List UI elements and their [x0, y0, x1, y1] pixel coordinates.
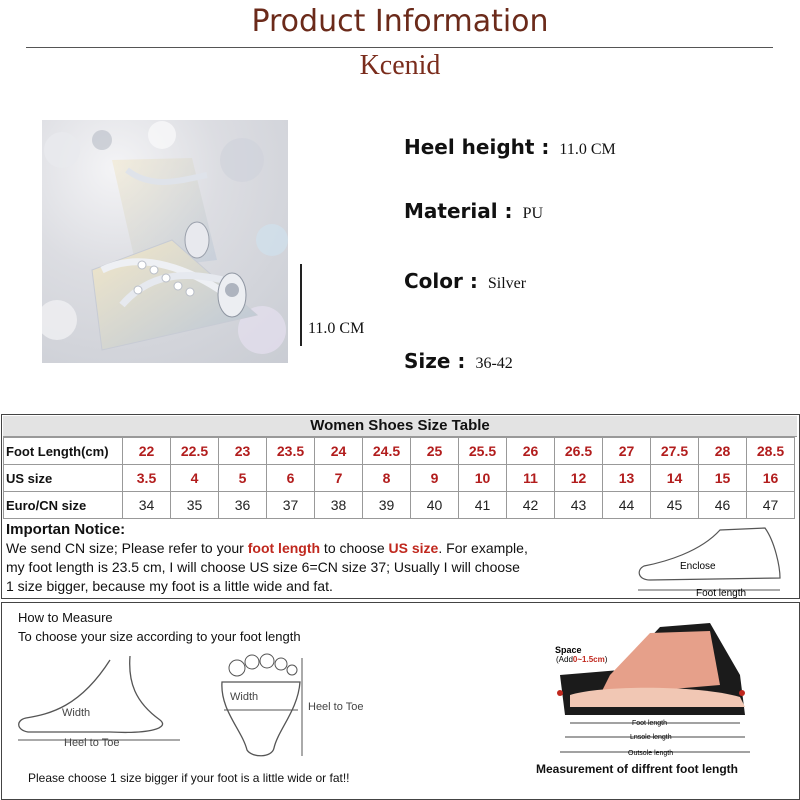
heel-height-indicator: [300, 264, 302, 346]
spec-value: 36-42: [475, 355, 513, 372]
table-cell: 44: [603, 492, 651, 519]
table-cell: 26.5: [555, 438, 603, 465]
table-cell: 35: [171, 492, 219, 519]
heel-height-label: 11.0 CM: [308, 320, 365, 337]
spec-label: Material :: [404, 199, 513, 223]
table-cell: 34: [123, 492, 171, 519]
side-foot-diagram: [10, 652, 190, 752]
spec-value: PU: [522, 205, 544, 222]
spec-value: 11.0 CM: [559, 141, 616, 158]
table-cell: 27.5: [651, 438, 699, 465]
table-cell: 11: [507, 465, 555, 492]
notice-line-2: my foot length is 23.5 cm, I will choose US size 6=CN size 37; Usually I will choose: [6, 559, 520, 575]
table-cell: 37: [267, 492, 315, 519]
table-cell: 15: [699, 465, 747, 492]
width-label: Width: [230, 691, 259, 703]
table-cell: 47: [747, 492, 795, 519]
table-cell: 8: [363, 465, 411, 492]
table-cell: 28: [699, 438, 747, 465]
notice-title: Importan Notice:: [6, 521, 126, 538]
table-cell: 5: [219, 465, 267, 492]
foot-length-label: Foot length: [696, 588, 747, 598]
notice-line-3: 1 size bigger, because my foot is a little wide and fat.: [6, 578, 333, 594]
brand-name: Kcenid: [359, 50, 441, 81]
important-notice: [6, 520, 646, 596]
spec-heel-height: [404, 135, 616, 159]
heel-to-toe-label: Heel to Toe: [308, 701, 364, 713]
table-cell: 3.5: [123, 465, 171, 492]
row-header: US size: [4, 465, 123, 492]
table-cell: 42: [507, 492, 555, 519]
foot-length-label: Foot length: [632, 720, 668, 727]
size-table: [3, 437, 795, 519]
space-add-label: (Add0~1.5cm): [556, 655, 608, 664]
table-cell: 25: [411, 438, 459, 465]
measure-subtitle: To choose your size according to your foot length: [18, 629, 301, 644]
table-cell: 14: [651, 465, 699, 492]
table-cell: 27: [603, 438, 651, 465]
table-cell: 22: [123, 438, 171, 465]
table-cell: 23.5: [267, 438, 315, 465]
page-title: Product Information: [251, 4, 549, 39]
table-cell: 46: [699, 492, 747, 519]
spec-label: Size :: [404, 349, 466, 373]
table-cell: 23: [219, 438, 267, 465]
table-cell: 38: [315, 492, 363, 519]
table-cell: 45: [651, 492, 699, 519]
table-row: [4, 438, 795, 465]
table-cell: 24: [315, 438, 363, 465]
enclose-label: Enclose: [680, 561, 716, 572]
spec-value: Silver: [487, 275, 527, 292]
row-header: Euro/CN size: [4, 492, 123, 519]
title-divider: [26, 47, 773, 48]
spec-label: Color :: [404, 269, 478, 293]
table-cell: 25.5: [459, 438, 507, 465]
heel-to-toe-label: Heel to Toe: [64, 737, 120, 749]
space-label: Space: [555, 645, 582, 655]
width-label: Width: [62, 707, 91, 719]
spec-size: [404, 349, 513, 373]
size-up-note: Please choose 1 size bigger if your foot is a little wide or fat!!: [28, 771, 350, 785]
size-table-title: Women Shoes Size Table: [3, 416, 797, 437]
table-cell: 6: [267, 465, 315, 492]
sole-outline-diagram: [212, 650, 402, 760]
diagram-caption: Measurement of diffrent foot length: [536, 762, 738, 776]
table-cell: 22.5: [171, 438, 219, 465]
table-cell: 24.5: [363, 438, 411, 465]
table-cell: 40: [411, 492, 459, 519]
measure-title: How to Measure: [18, 610, 113, 625]
table-cell: 4: [171, 465, 219, 492]
insole-length-label: Lnsole length: [630, 734, 672, 741]
space-diagram: [540, 615, 790, 760]
product-photo: [42, 120, 288, 363]
table-cell: 26: [507, 438, 555, 465]
table-cell: 13: [603, 465, 651, 492]
table-cell: 10: [459, 465, 507, 492]
spec-color: [404, 269, 526, 293]
foot-outline-diagram: [630, 522, 796, 598]
table-cell: 36: [219, 492, 267, 519]
row-header: Foot Length(cm): [4, 438, 123, 465]
spec-label: Heel height :: [404, 135, 550, 159]
spec-material: [404, 199, 543, 223]
table-row: [4, 492, 795, 519]
outsole-length-label: Outsole length: [628, 750, 674, 757]
table-cell: 41: [459, 492, 507, 519]
table-cell: 9: [411, 465, 459, 492]
table-cell: 7: [315, 465, 363, 492]
table-row: [4, 465, 795, 492]
sandal-illustration: [42, 120, 288, 363]
table-cell: 43: [555, 492, 603, 519]
notice-line-1: We send CN size; Please refer to your foot length to choose US size. For example,: [6, 540, 528, 556]
table-cell: 28.5: [747, 438, 795, 465]
table-cell: 39: [363, 492, 411, 519]
table-cell: 16: [747, 465, 795, 492]
table-cell: 12: [555, 465, 603, 492]
